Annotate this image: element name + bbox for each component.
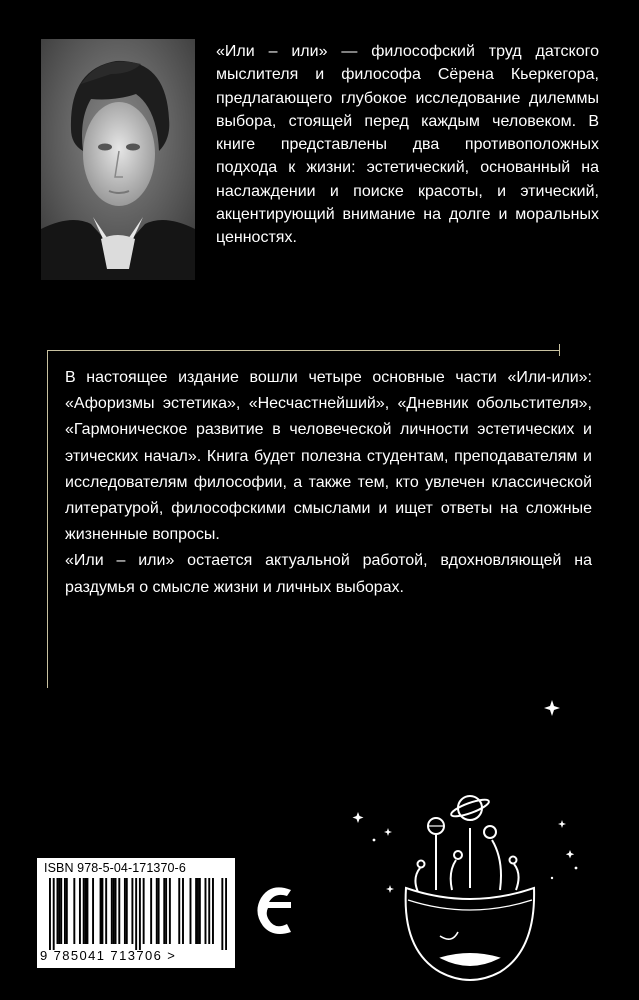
barcode-bar [83,878,85,944]
portrait-image [41,39,195,280]
barcode-bar [126,878,128,944]
barcode-bar [118,878,120,944]
barcode-bar [190,878,192,944]
intro-text: «Или – или» — философский труд датского мыслителя и философа Сёрена Кьеркегора, предлагающего глубокое исследование дилеммы выбора, стоящей перед каждым человеком. В книге представлены два противоположных подхода к жизни: эстетический, основанный на наслаждении и поиске красоты, и этический, акцентирующий внимание на долге и моральных ценностях. [216,43,599,247]
barcode-bar [221,878,223,950]
barcode-bar [143,878,145,944]
barcode-panel [37,858,235,968]
isbn-label: ISBN 978-5-04-171370-6 [44,861,186,875]
barcode-bar [139,878,141,950]
main-paragraph-2: «Или – или» остается актуальной работой, вдохновляющей на раздумья о смысле жизни и личных выборах. [65,552,592,596]
barcode-bar [115,878,117,944]
barcode-bar [124,878,126,944]
barcode-bar [199,878,201,944]
barcode-bar [178,878,180,944]
barcode-bar [165,878,167,944]
barcode-bars [49,878,227,950]
barcode-bar [58,878,60,944]
barcode-bar [56,878,58,944]
barcode-bar [79,878,81,944]
barcode-bar [163,878,165,944]
main-paragraph-1: В настоящее издание вошли четыре основные части «Или-или»: «Афоризмы эстетика», «Несчастнейший», «Дневник обольстителя», «Гармоническое развитие в человеческой личности эстетических и этических начал». Книга будет полезна студентам, преподавателям и исследователям философии, а также тем, кто увлечен классической литературой, философскими смыслами и ищет ответы на сложные жизненные вопросы. [65,369,592,544]
barcode-bar [60,878,62,944]
barcode-bar [195,878,197,944]
head-planets-illustration [330,700,610,990]
barcode-bar [131,878,133,944]
barcode-bar [197,878,199,944]
barcode-bar [64,878,66,944]
barcode-bar [169,878,171,944]
barcode-bar [158,878,160,944]
publisher-logo-icon [251,876,301,954]
main-description [65,365,592,601]
barcode-bar [92,878,94,944]
barcode-number: 9 785041 713706 > [40,948,177,963]
barcode-bar [85,878,87,944]
barcode-bar [212,878,214,944]
barcode-bar [105,878,107,944]
barcode-bar [182,878,184,944]
barcode-bar [73,878,75,944]
barcode-bar [150,878,152,944]
barcode-bar [113,878,115,944]
barcode-bar [100,878,102,944]
barcode-bar [156,878,158,944]
barcode-bar [49,878,51,950]
barcode-bar [225,878,227,950]
frame-tick [559,344,560,356]
barcode-bar [53,878,55,950]
barcode-bar [66,878,68,944]
barcode-bar [135,878,137,950]
barcode-bar [208,878,210,944]
barcode-bar [111,878,113,944]
barcode-bar [86,878,88,944]
barcode-bar [101,878,103,944]
barcode-bar [205,878,207,944]
